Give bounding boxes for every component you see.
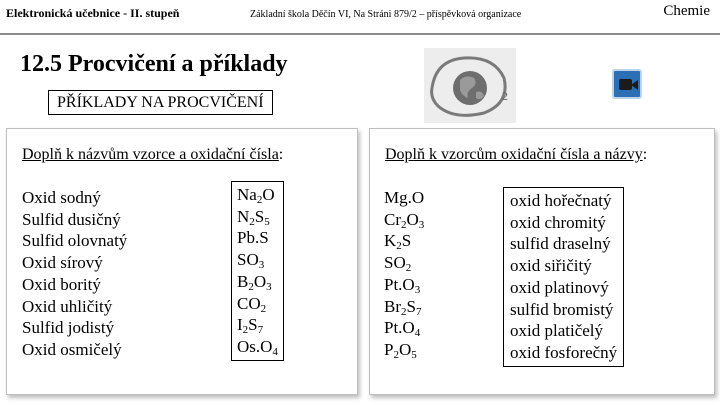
formula-item: $CO_2$ [237, 293, 267, 315]
list-item: Oxid sírový [22, 253, 103, 273]
header-divider [0, 33, 720, 35]
list-item: Oxid uhličitý [22, 296, 113, 316]
formula-item: $Os.O_4$ [237, 336, 278, 358]
left-formulas-box [231, 181, 284, 361]
formula-item: $SO_3$ [237, 250, 265, 272]
list-item: Sulfid jodistý [22, 318, 115, 338]
formula-item: $Br_2S_7$ [384, 296, 422, 318]
list-item: sulfid draselný [510, 234, 611, 254]
co2-subscript-text: 2 [502, 89, 508, 103]
formula-item: $K_2S$ [384, 231, 412, 253]
right-formulas-list [384, 187, 424, 361]
right-panel-title [385, 146, 647, 164]
left-panel-title-text: Doplň k názvům vzorce a oxidační čísla [22, 146, 279, 163]
left-panel-title [22, 146, 283, 164]
section-banner: PŘÍKLADY NA PROCVIČENÍ [48, 90, 273, 115]
list-item: oxid siřičitý [510, 256, 592, 276]
formula-item: $I_2S_7$ [237, 315, 264, 337]
formula-item: Pb.S [237, 228, 269, 248]
exercise-panel-formulas-to-names [369, 128, 715, 395]
left-panel-title-colon: : [278, 146, 284, 163]
co2-globe-svg [424, 48, 516, 123]
co2-globe-image [424, 48, 516, 123]
formula-item: $N_2S_5$ [237, 206, 270, 228]
list-item: oxid hořečnatý [510, 191, 612, 210]
list-item: oxid fosforečný [510, 342, 618, 362]
formula-item: $Cr_2O_3$ [384, 209, 425, 231]
right-panel-title-colon: : [642, 146, 648, 163]
formula-item: $Pt.O_3$ [384, 274, 421, 296]
header-school-text: Základní škola Děčín VI, Na Stráni 879/2 – příspěvková organizace [250, 9, 522, 20]
formula-item: $Na_2O$ [237, 185, 275, 206]
formula-item: $Pt.O_4$ [384, 318, 421, 340]
list-item: Oxid boritý [22, 274, 101, 294]
exercise-panel-names-to-formulas [6, 128, 358, 395]
list-item: Sulfid olovnatý [22, 231, 128, 251]
page-title: 12.5 Procvičení a příklady [20, 51, 288, 77]
right-panel-title-text: Doplň k vzorcům oxidační čísla a názvy [385, 146, 643, 163]
list-item: oxid chromitý [510, 212, 606, 232]
left-names-list [22, 187, 127, 361]
list-item: sulfid bromistý [510, 299, 614, 319]
right-names-box [503, 187, 624, 367]
formula-item: $SO_2$ [384, 253, 412, 275]
video-button[interactable] [612, 69, 642, 99]
list-item: Oxid sodný [22, 188, 101, 207]
formula-item: $B_2O_3$ [237, 271, 272, 293]
list-item: Oxid osmičelý [22, 339, 122, 359]
formula-item: Mg.O [384, 188, 425, 207]
list-item: Sulfid dusičný [22, 209, 121, 229]
list-item: oxid platičelý [510, 321, 604, 341]
formula-item: $P_2O_5$ [384, 339, 417, 361]
list-item: oxid platinový [510, 277, 609, 297]
header-left-text: Elektronická učebnice - II. stupeň [6, 6, 180, 20]
header-subject-text: Chemie [663, 3, 710, 19]
